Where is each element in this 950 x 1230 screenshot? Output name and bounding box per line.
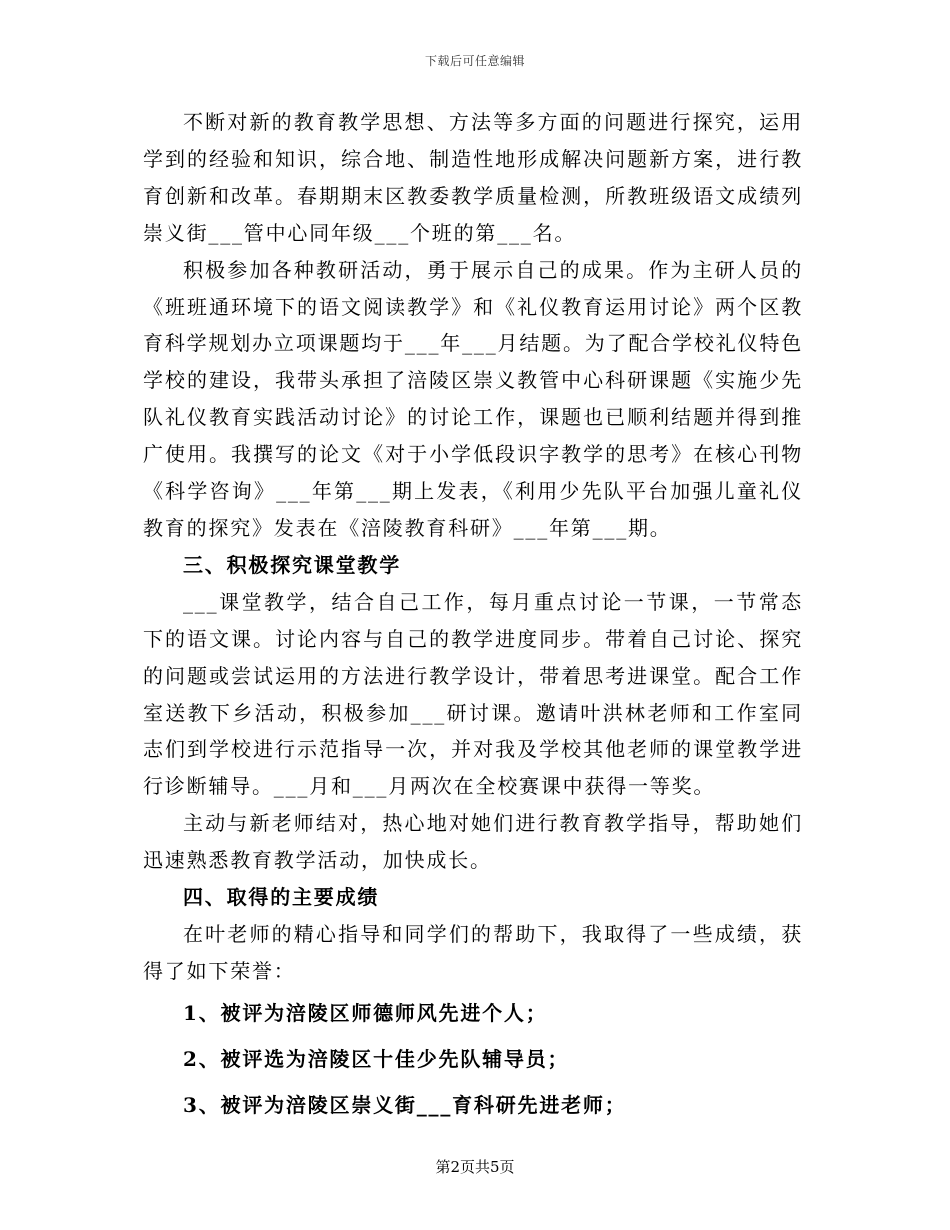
paragraph-mentoring: 主动与新老师结对，热心地对她们进行教育教学指导，帮助她们迅速熟悉教育教学活动，加快成长。 xyxy=(143,811,803,873)
paragraph-research-methods: 不断对新的教育教学思想、方法等多方面的问题进行探究，运用学到的经验和知识，综合地、制造性地形成解决问题新方案，进行教育创新和改革。春期期末区教委教学质量检测，所教班级语文成绩列崇义街___管中心同年级___个班的第___名。 xyxy=(143,110,803,245)
honor-item: 1、被评为涪陵区师德师风先进个人； xyxy=(183,1000,548,1025)
paragraph-achievements-intro: 在叶老师的精心指导和同学们的帮助下，我取得了一些成绩，获得了如下荣誉： xyxy=(143,921,803,983)
section-heading-achievements: 四、取得的主要成绩 xyxy=(183,885,380,910)
document-body xyxy=(143,104,803,1128)
section-heading-classroom-teaching: 三、积极探究课堂教学 xyxy=(183,552,401,577)
honor-item: 2、被评选为涪陵区十佳少先队辅导员； xyxy=(183,1046,570,1071)
paragraph-classroom-teaching: ___课堂教学，结合自己工作，每月重点讨论一节课，一节常态下的语文课。讨论内容与自己的教学进度同步。带着自己讨论、探究的问题或尝试运用的方法进行教学设计，带着思考进课堂。配合工作室送教下乡活动，积极参加___研讨课。邀请叶洪林老师和工作室同志们到学校进行示范指导一次，并对我及学校其他老师的课堂教学进行诊断辅导。___月和___月两次在全校赛课中获得一等奖。 xyxy=(143,589,803,799)
page-number: 第2页共5页 xyxy=(435,1158,515,1176)
honor-item: 3、被评为涪陵区崇义街___育科研先进老师； xyxy=(183,1092,627,1117)
paragraph-research-activities: 积极参加各种教研活动，勇于展示自己的成果。作为主研人员的《班班通环境下的语文阅读教学》和《礼仪教育运用讨论》两个区教育科学规划办立项课题均于___年___月结题。为了配合学校礼仪特色学校的建设，我带头承担了涪陵区崇义教管中心科研课题《实施少先队礼仪教育实践活动讨论》的讨论工作，课题也已顺利结题并得到推广使用。我撰写的论文《对于小学低段识字教学的思考》在核心刊物《科学咨询》___年第___期上发表，《利用少先队平台加强儿童礼仪教育的探究》发表在《涪陵教育科研》___年第___期。 xyxy=(143,257,803,540)
page-header-note: 下载后可任意编辑 xyxy=(424,54,525,68)
